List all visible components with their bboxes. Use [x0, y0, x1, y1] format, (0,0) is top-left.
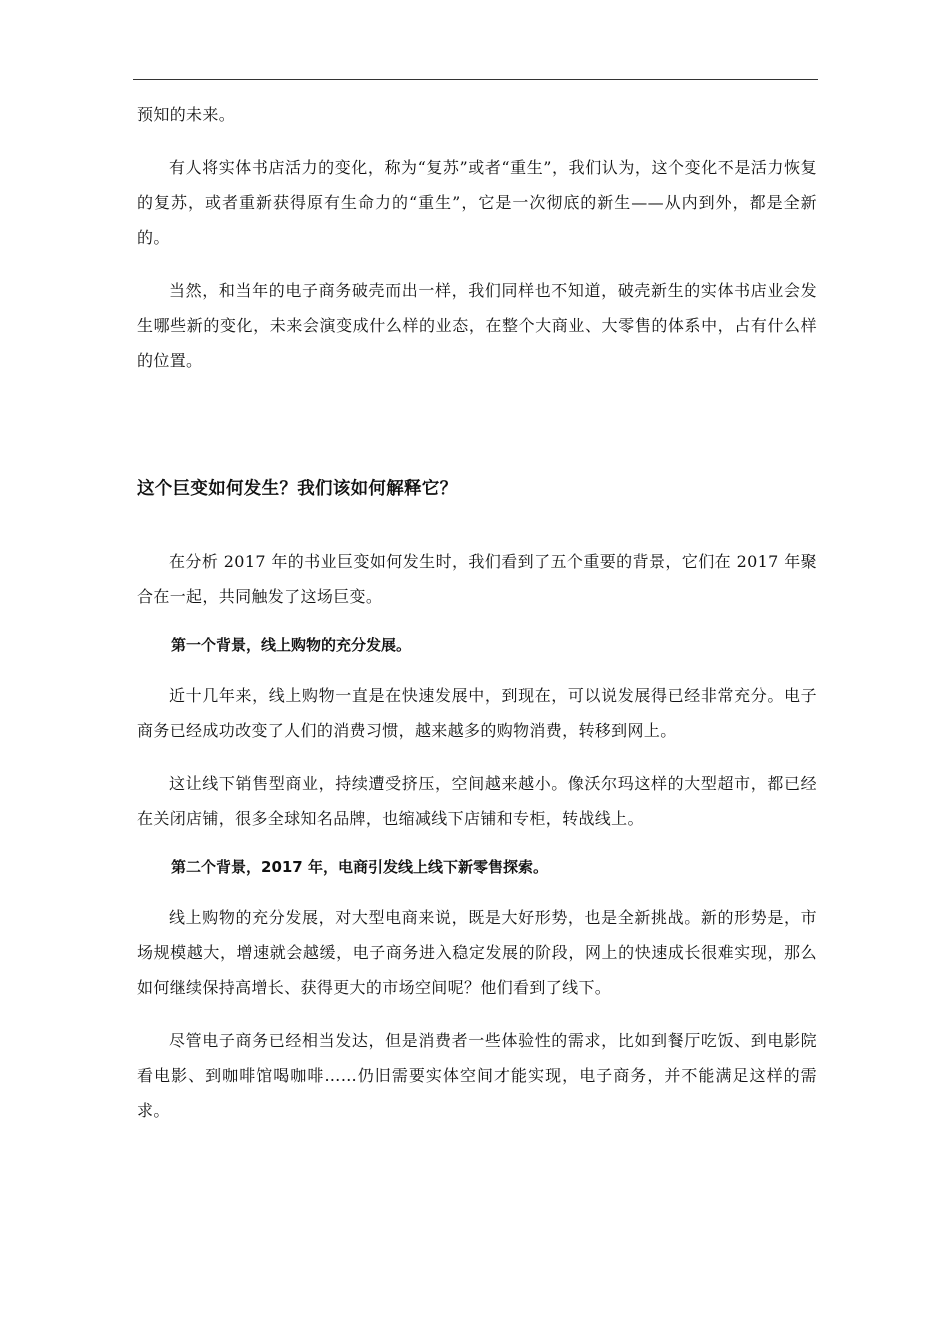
- background-1-paragraph-1: 近十几年来，线上购物一直是在快速发展中，到现在，可以说发展得已经非常充分。电子商务已经成功改变了人们的消费习惯，越来越多的购物消费，转移到网上。: [137, 686, 817, 740]
- continued-text: 预知的未来。: [137, 105, 236, 124]
- background-1-title: 第一个背景，线上购物的充分发展。: [171, 636, 412, 654]
- background-2-paragraph-2: 尽管电子商务已经相当发达，但是消费者一些体验性的需求，比如到餐厅吃饭、到电影院看电影、到咖啡馆喝咖啡……仍旧需要实体空间才能实现，电子商务，并不能满足这样的需求。: [137, 1031, 817, 1120]
- background-1-paragraph-2: 这让线下销售型商业，持续遭受挤压，空间越来越小。像沃尔玛这样的大型超市，都已经在关闭店铺，很多全球知名品牌，也缩减线下店铺和专柜，转战线上。: [137, 774, 817, 828]
- background-2-paragraph-1: 线上购物的充分发展，对大型电商来说，既是大好形势，也是全新挑战。新的形势是，市场规模越大，增速就会越缓，电子商务进入稳定发展的阶段，网上的快速成长很难实现，那么如何继续保持高增长、获得更大的市场空间呢？他们看到了线下。: [137, 908, 817, 997]
- section-intro-paragraph: 在分析 2017 年的书业巨变如何发生时，我们看到了五个重要的背景，它们在 2017 年聚合在一起，共同触发了这场巨变。: [137, 552, 817, 606]
- intro-paragraph-2: 当然，和当年的电子商务破壳而出一样，我们同样也不知道，破壳新生的实体书店业会发生哪些新的变化，未来会演变成什么样的业态，在整个大商业、大零售的体系中，占有什么样的位置。: [137, 281, 817, 370]
- background-2-title: 第二个背景，2017 年，电商引发线上线下新零售探索。: [171, 858, 548, 876]
- document-body: [137, 97, 817, 1128]
- header-rule: [133, 79, 818, 80]
- intro-paragraph-1: 有人将实体书店活力的变化，称为“复苏”或者“重生”，我们认为，这个变化不是活力恢复的复苏，或者重新获得原有生命力的“重生”，它是一次彻底的新生——从内到外，都是全新的。: [137, 158, 817, 247]
- section-heading: 这个巨变如何发生？我们该如何解释它？: [137, 479, 458, 499]
